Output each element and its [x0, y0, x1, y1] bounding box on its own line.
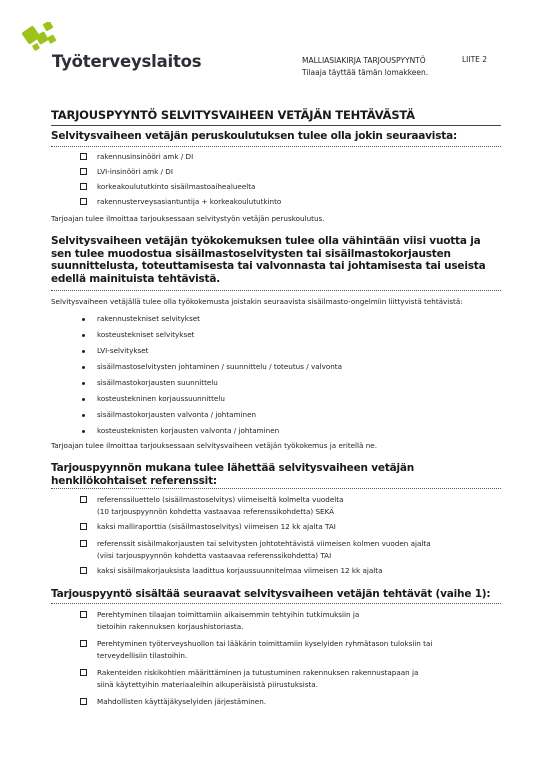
- checkbox-label: [97, 667, 418, 690]
- checkbox-label: [97, 538, 431, 561]
- label-line: terveydellisiin tilastoihin.: [97, 650, 188, 660]
- checkbox[interactable]: [80, 698, 87, 705]
- logo-text: Työterveyslaitos: [52, 52, 202, 71]
- bullet-icon: [82, 414, 85, 417]
- checkbox-label: kaksi sisäilmakorjauksista laadittua korjaussuunnitelmaa viimeisen 12 kk ajalta: [97, 566, 383, 575]
- header-info: [302, 55, 428, 79]
- checkbox[interactable]: [80, 496, 87, 503]
- checkbox-label: [97, 494, 344, 517]
- bullet-icon: [82, 382, 85, 385]
- checkbox[interactable]: [80, 183, 87, 190]
- checkbox[interactable]: [80, 611, 87, 618]
- checkbox-label: rakennusinsinööri amk / DI: [97, 152, 194, 161]
- checkbox[interactable]: [80, 540, 87, 547]
- label-line: referenssit sisäilmakorjausten tai selvitysten johtotehtävistä viimeisen kolmen vuoden ajalta: [97, 539, 431, 548]
- list-item: LVI-selvitykset: [97, 346, 149, 355]
- label-line: (10 tarjouspyynnön kohdetta vastaavaa referenssikohdetta) SEKÄ: [97, 506, 335, 516]
- bullet-icon: [82, 398, 85, 401]
- label-line: Perehtyminen tilaajan toimittamiin aikaisemmin tehtyihin tutkimuksiin ja: [97, 610, 360, 619]
- checkbox-label: LVI-insinööri amk / DI: [97, 167, 173, 176]
- section-note: Tarjoajan tulee ilmoittaa tarjouksessaan selvitysvaiheen vetäjän työkokemus ja eritellä ne.: [51, 441, 378, 450]
- list-item: sisäilmastokorjausten valvonta / johtaminen: [97, 410, 257, 419]
- checkbox[interactable]: [80, 523, 87, 530]
- checkbox[interactable]: [80, 168, 87, 175]
- checkbox[interactable]: [80, 669, 87, 676]
- bullet-icon: [82, 366, 85, 369]
- dotted-divider: [51, 603, 501, 604]
- list-item: kosteustekninen korjaussuunnittelu: [97, 394, 225, 403]
- section-tasks-title: Tarjouspyyntö sisältää seuraavat selvitysvaiheen vetäjän tehtävät (vaihe 1):: [51, 588, 491, 600]
- bullet-icon: [82, 430, 85, 433]
- list-item: kosteusteknisten korjausten valvonta / johtaminen: [97, 426, 280, 435]
- checkbox-label: kaksi malliraporttia (sisäilmastoselvitys) viimeisen 12 kk ajalta TAI: [97, 522, 336, 531]
- dotted-divider: [51, 290, 501, 291]
- checkbox-label: rakennusterveysasiantuntija + korkeakoulututkinto: [97, 197, 282, 206]
- label-line: (viisi tarjouspyynnön kohdetta vastaavaa referenssikohdetta) TAI: [97, 550, 332, 560]
- bullet-icon: [82, 334, 85, 337]
- checkbox-label: Mahdollisten käyttäjäkyselyiden järjestäminen.: [97, 697, 267, 706]
- page-title: TARJOUSPYYNTÖ SELVITYSVAIHEEN VETÄJÄN TEHTÄVÄSTÄ: [51, 108, 501, 126]
- title-line: sen tulee muodostua sisäilmastoselvitysten tai sisäilmastokorjausten: [51, 247, 451, 260]
- checkbox[interactable]: [80, 198, 87, 205]
- list-item: rakennustekniset selvitykset: [97, 314, 200, 323]
- title-line: henkilökohtaiset referenssit:: [51, 474, 217, 487]
- checkbox[interactable]: [80, 567, 87, 574]
- bullet-icon: [82, 350, 85, 353]
- label-line: referenssiluettelo (sisäilmastoselvitys) viimeiseltä kolmelta vuodelta: [97, 495, 344, 504]
- checkbox-label: [97, 638, 432, 661]
- label-line: tietoihin rakennuksen korjaushistoriasta.: [97, 621, 244, 631]
- dotted-divider: [51, 146, 501, 147]
- list-item: sisäilmastokorjausten suunnittelu: [97, 378, 218, 387]
- list-item: sisäilmastoselvitysten johtaminen / suunnittelu / toteutus / valvonta: [97, 362, 343, 371]
- section-education-title: Selvitysvaiheen vetäjän peruskoulutuksen tulee olla jokin seuraavista:: [51, 130, 457, 142]
- title-line: edellä mainituista tehtävistä.: [51, 272, 221, 285]
- list-item: kosteustekniset selvitykset: [97, 330, 195, 339]
- checkbox[interactable]: [80, 640, 87, 647]
- bullet-icon: [82, 318, 85, 321]
- section-experience-title: [51, 235, 501, 285]
- title-line: Tarjouspyynnön mukana tulee lähettää selvitysvaiheen vetäjän: [51, 462, 415, 474]
- section-note: Tarjoajan tulee ilmoittaa tarjouksessaan selvitystyön vetäjän peruskoulutus.: [51, 214, 325, 223]
- dotted-divider: [51, 488, 501, 489]
- title-line: Selvitysvaiheen vetäjän työkokemuksen tulee olla vähintään viisi vuotta ja: [51, 235, 481, 247]
- checkbox-label: [97, 609, 359, 632]
- section-intro: Selvitysvaiheen vetäjällä tulee olla työkokemusta joistakin seuraavista sisäilmasto-ongelmiin liittyvistä tehtävistä:: [51, 297, 463, 306]
- checkbox[interactable]: [80, 153, 87, 160]
- label-line: Perehtyminen työterveyshuollon tai lääkärin toimittamiin kyselyiden ryhmätason tuloksiin tai: [97, 639, 433, 648]
- section-references-title: [51, 462, 501, 487]
- title-line: suunnittelusta, toteuttamisesta tai valvonnasta tai johtamisesta tai useista: [51, 260, 486, 272]
- fill-instruction: Tilaaja täyttää tämän lomakkeen.: [302, 68, 429, 77]
- doc-type: MALLIASIAKIRJA TARJOUSPYYNTÖ: [302, 56, 426, 65]
- attachment-label: LIITE 2: [462, 55, 488, 64]
- checkbox-label: korkeakoulututkinto sisäilmastoaihealueelta: [97, 182, 256, 191]
- logo: [22, 22, 202, 72]
- label-line: siinä käytettyihin materiaaleihin alkuperäisistä piirustuksista.: [97, 679, 318, 689]
- label-line: Rakenteiden riskikohtien määrittäminen ja tutustuminen rakennuksen rakennustapaan ja: [97, 668, 419, 677]
